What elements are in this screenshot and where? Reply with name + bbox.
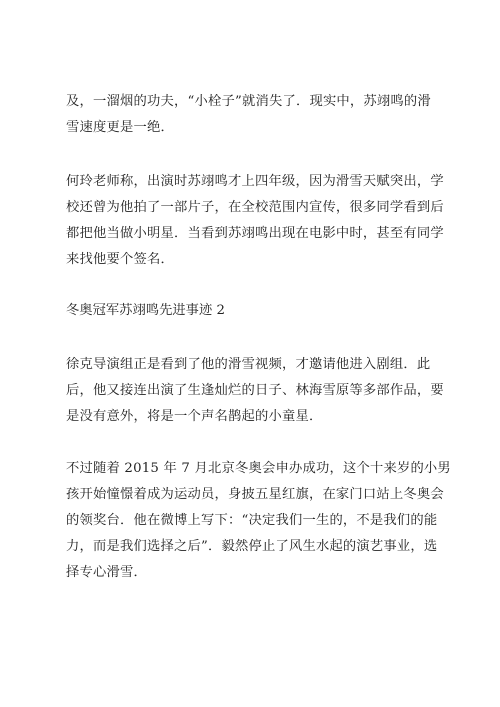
paragraph-line: 是没有意外，将是一个声名鹊起的小童星． bbox=[66, 409, 323, 424]
paragraph-line: 校还曾为他拍了一部片子，在全校范围内宣传，很多同学看到后 bbox=[66, 200, 444, 215]
section-heading: 冬奥冠军苏翊鸣先进事迹 2 bbox=[66, 303, 225, 318]
paragraph-3 bbox=[66, 352, 444, 430]
paragraph-line: 都把他当做小明星．当看到苏翊鸣出现在电影中时，甚至有同学 bbox=[66, 226, 444, 241]
paragraph-line: 徐克导演组正是看到了他的滑雪视频，才邀请他进入剧组．此 bbox=[66, 357, 431, 372]
paragraph-line: 不过随着 2015 年 7 月北京冬奥会申办成功，这个十来岁的小男 bbox=[66, 461, 451, 476]
paragraph-line: 择专心滑雪． bbox=[66, 565, 147, 580]
paragraph-line: 的领奖台．他在微博上写下：“决定我们一生的，不是我们的能 bbox=[66, 513, 438, 528]
paragraph-4 bbox=[66, 456, 451, 586]
paragraph-line: 及，一溜烟的功夫，“小栓子”就消失了．现实中，苏翊鸣的滑 bbox=[66, 94, 431, 109]
paragraph-2 bbox=[66, 169, 444, 273]
paragraph-line: 来找他要个签名． bbox=[66, 252, 174, 267]
paragraph-1 bbox=[66, 89, 441, 141]
paragraph-line: 后，他又接连出演了生逢灿烂的日子、林海雪原等多部作品，要 bbox=[66, 383, 444, 398]
paragraph-line: 孩开始憧憬着成为运动员，身披五星红旗，在家门口站上冬奥会 bbox=[66, 487, 444, 502]
paragraph-line: 雪速度更是一绝． bbox=[66, 120, 174, 135]
paragraph-line: 何玲老师称，出演时苏翊鸣才上四年级，因为滑雪天赋突出，学 bbox=[66, 174, 444, 189]
paragraph-line: 力，而是我们选择之后”．毅然停止了风生水起的演艺事业，选 bbox=[66, 539, 438, 554]
